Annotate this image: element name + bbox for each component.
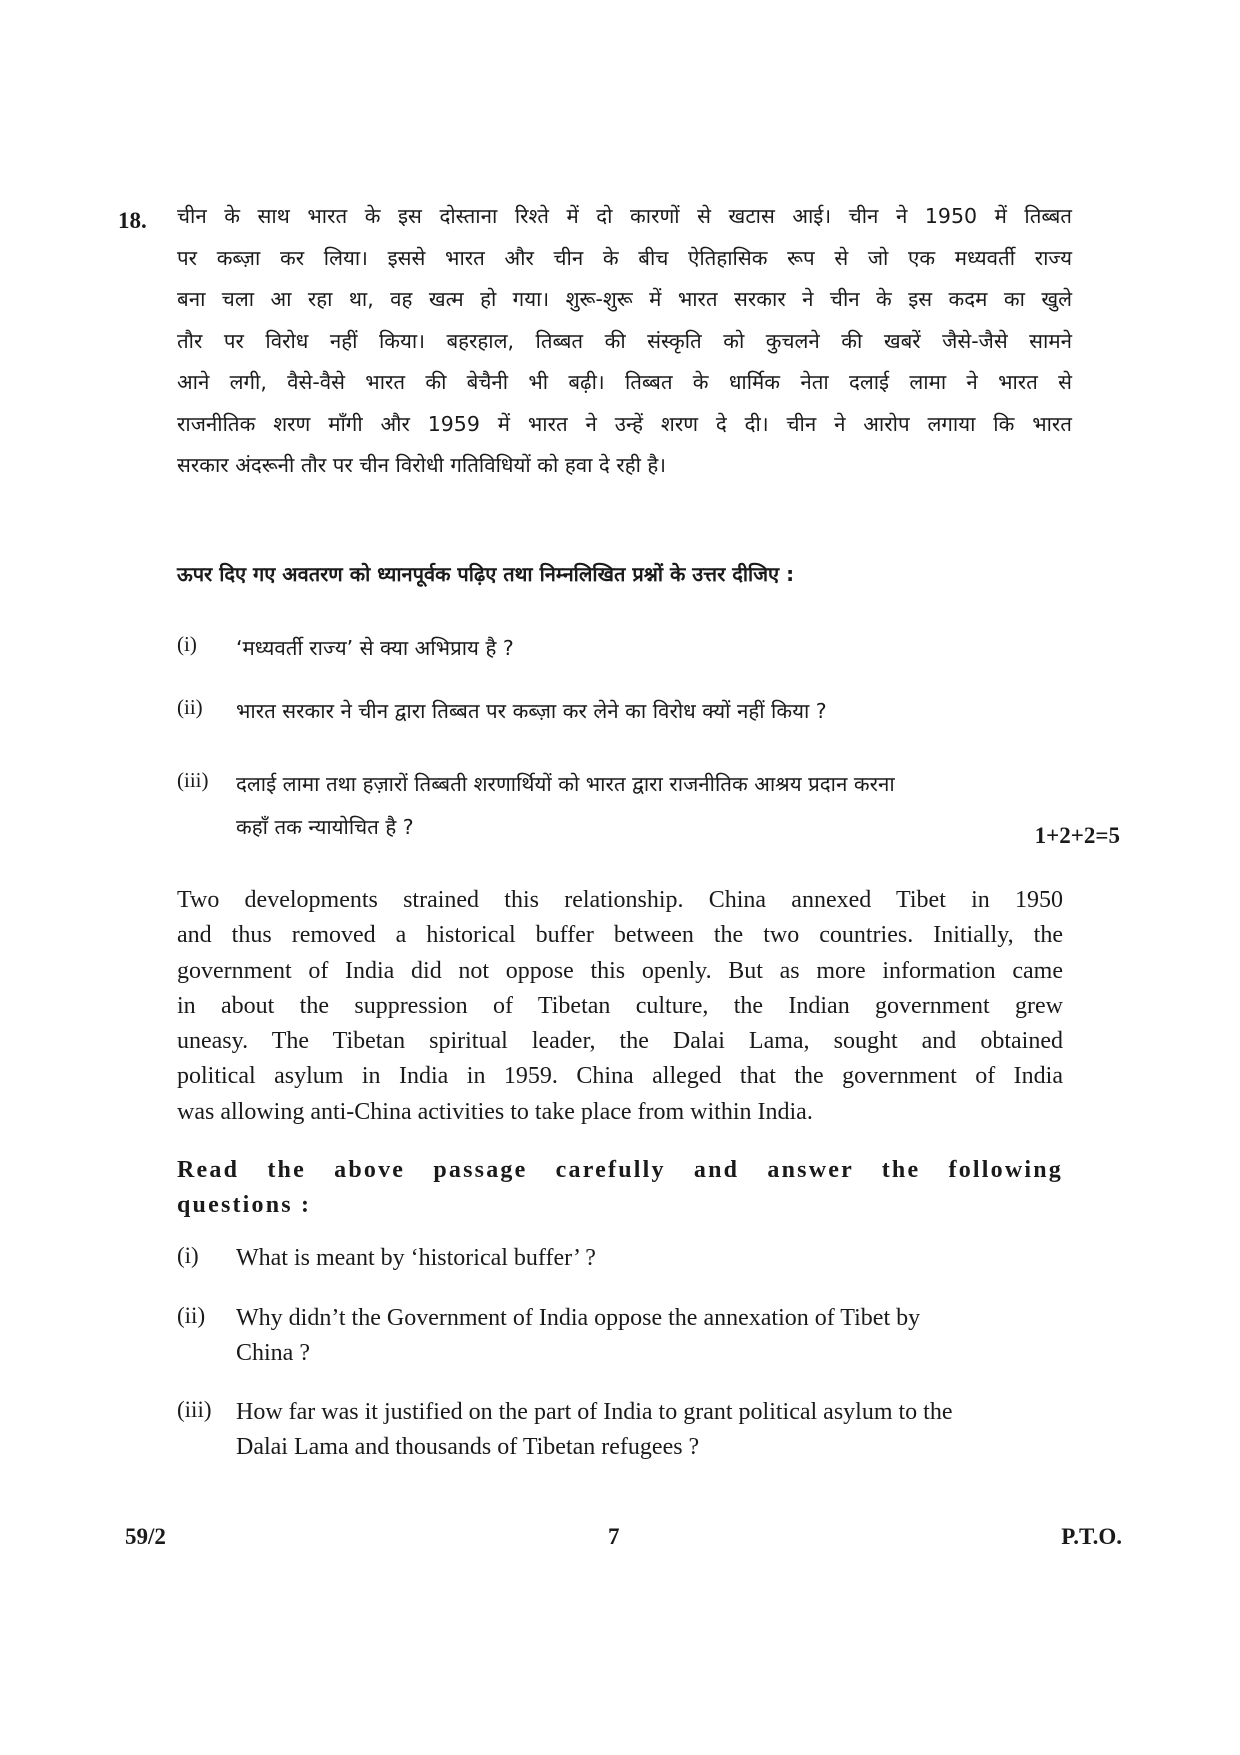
english-passage xyxy=(177,883,1063,1130)
hindi-passage-line: चीन के साथ भारत के इस दोस्ताना रिश्ते में दो कारणों से खटास आई। चीन ने 1950 में तिब्बत xyxy=(177,204,1072,228)
english-passage-line: government of India did not oppose this openly. But as more information came xyxy=(177,957,1063,984)
question-label: (i) xyxy=(177,632,197,656)
english-instruction xyxy=(177,1153,1063,1223)
question-number: 18. xyxy=(118,208,147,233)
question-text-line: कहाँ तक न्यायोचित है ? xyxy=(236,815,414,839)
question-text xyxy=(236,1395,1072,1465)
question-label: (ii) xyxy=(177,695,203,719)
hindi-passage-line: सरकार अंदरूनी तौर पर चीन विरोधी गतिविधियों को हवा दे रही है। xyxy=(177,453,667,477)
question-label: (i) xyxy=(177,1243,199,1268)
question-text-line: China ? xyxy=(236,1340,310,1366)
question-text: What is meant by ‘historical buffer’ ? xyxy=(236,1245,596,1271)
english-passage-line: was allowing anti-China activities to take place from within India. xyxy=(177,1098,813,1125)
question-text-line: How far was it justified on the part of India to grant political asylum to the xyxy=(236,1399,953,1425)
hindi-passage-line: तौर पर विरोध नहीं किया। बहरहाल, तिब्बत की संस्कृति को कुचलने की खबरें जैसे-जैसे सामने xyxy=(177,328,1072,353)
question-label: (ii) xyxy=(177,1303,206,1328)
question-text xyxy=(236,763,1072,849)
question-label: (iii) xyxy=(177,1397,212,1422)
question-text-line: दलाई लामा तथा हज़ारों तिब्बती शरणार्थियों को भारत द्वारा राजनीतिक आश्रय प्रदान करना xyxy=(236,772,895,796)
question-text: ‘मध्यवर्ती राज्य’ से क्या अभिप्राय है ? xyxy=(236,636,514,660)
english-passage-line: political asylum in India in 1959. China alleged that the government of India xyxy=(177,1063,1063,1090)
marks-allocation: 1+2+2=5 xyxy=(1034,823,1120,848)
english-passage-line: uneasy. The Tibetan spiritual leader, the Dalai Lama, sought and obtained xyxy=(177,1028,1063,1055)
english-passage-line: in about the suppression of Tibetan culture, the Indian government grew xyxy=(177,992,1063,1019)
english-instruction-line: questions : xyxy=(177,1192,312,1218)
question-label: (iii) xyxy=(177,768,209,792)
hindi-passage xyxy=(177,196,1072,487)
english-instruction-line: Read the above passage carefully and answer the following xyxy=(177,1157,1063,1183)
hindi-passage-line: पर कब्ज़ा कर लिया। इससे भारत और चीन के बीच ऐतिहासिक रूप से जो एक मध्यवर्ती राज्य xyxy=(177,245,1072,270)
english-passage-line: Two developments strained this relationship. China annexed Tibet in 1950 xyxy=(177,887,1063,913)
question-text xyxy=(236,1301,1072,1371)
please-turn-over: P.T.O. xyxy=(1061,1524,1122,1549)
hindi-passage-line: राजनीतिक शरण माँगी और 1959 में भारत ने उन्हें शरण दे दी। चीन ने आरोप लगाया कि भारत xyxy=(177,411,1072,436)
paper-code: 59/2 xyxy=(125,1524,166,1549)
page-number: 7 xyxy=(608,1524,620,1549)
question-text: भारत सरकार ने चीन द्वारा तिब्बत पर कब्ज़ा कर लेने का विरोध क्यों नहीं किया ? xyxy=(236,699,827,723)
english-passage-line: and thus removed a historical buffer between the two countries. Initially, the xyxy=(177,922,1063,949)
hindi-passage-line: बना चला आ रहा था, वह खत्म हो गया। शुरू-शुरू में भारत सरकार ने चीन के इस कदम का खुले xyxy=(177,287,1072,311)
hindi-instruction: ऊपर दिए गए अवतरण को ध्यानपूर्वक पढ़िए तथा निम्नलिखित प्रश्नों के उत्तर दीजिए : xyxy=(177,562,795,586)
question-text-line: Dalai Lama and thousands of Tibetan refugees ? xyxy=(236,1434,700,1460)
question-text-line: Why didn’t the Government of India oppose the annexation of Tibet by xyxy=(236,1305,921,1331)
hindi-passage-line: आने लगी, वैसे-वैसे भारत की बेचैनी भी बढ़ी। तिब्बत के धार्मिक नेता दलाई लामा ने भारत से xyxy=(177,370,1072,394)
